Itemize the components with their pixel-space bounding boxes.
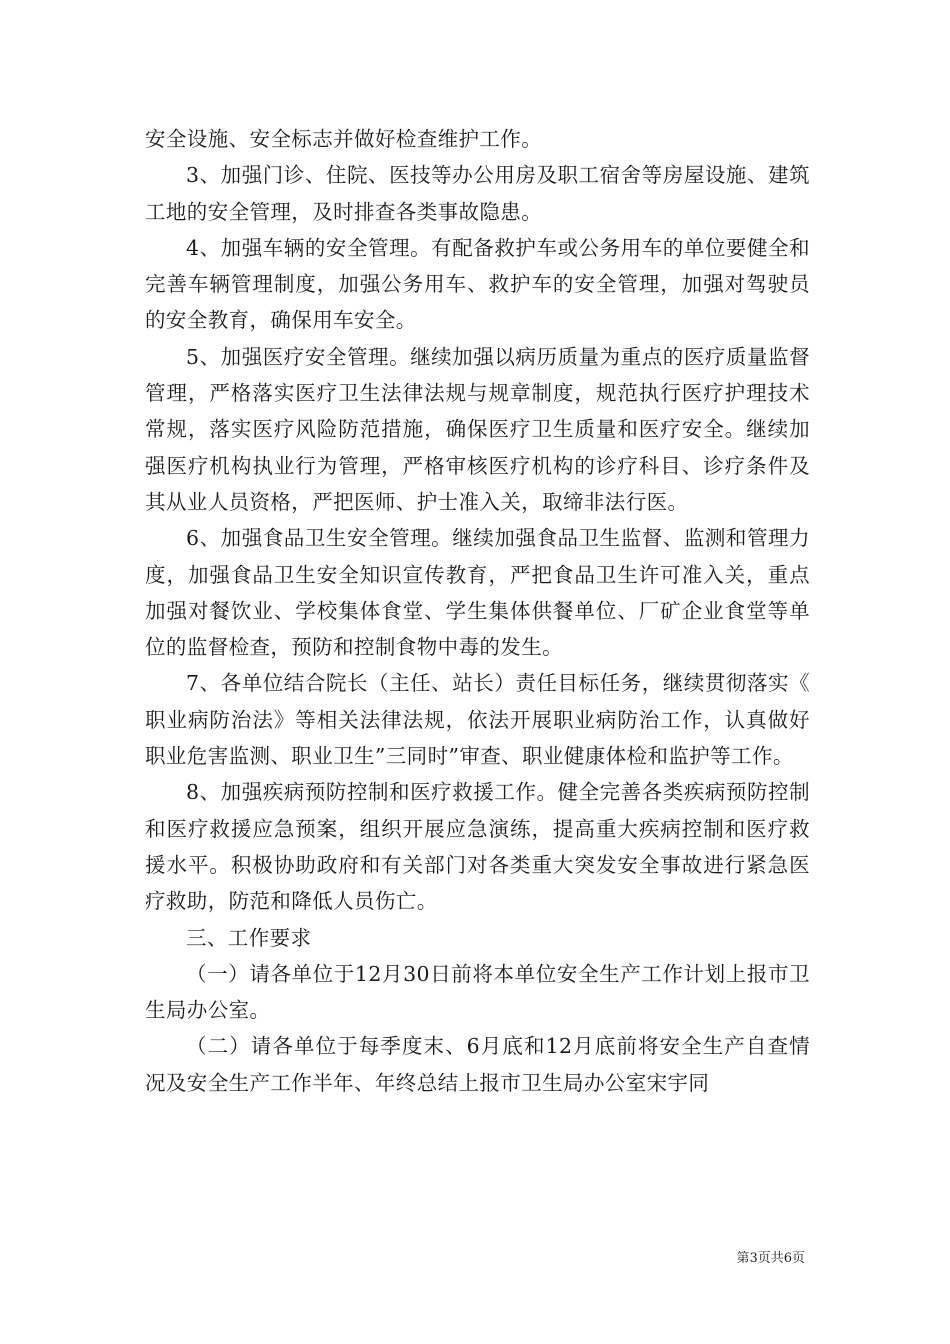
document-body [145,121,810,1101]
section-heading: 三、工作要求 [186,925,312,950]
paragraph-10: （二）请各单位于每季度末、6月底和12月底前将安全生产自查情况及安全生产工作半年、年终总结上报市卫生局办公室宋宇同 [145,1034,810,1095]
paragraph-2: 3、加强门诊、住院、医技等办公用房及职工宿舍等房屋设施、建筑工地的安全管理，及时排查各类事故隐患。 [145,163,810,224]
paragraph-4: 5、加强医疗安全管理。继续加强以病历质量为重点的医疗质量监督管理，严格落实医疗卫生法律法规与规章制度，规范执行医疗护理技术常规，落实医疗风险防范措施，确保医疗卫生质量和医疗安全。继续加强医疗机构执业行为管理，严格审核医疗机构的诊疗科目、诊疗条件及其从业人员资格，严把医师、护士准入关，取缔非法行医。 [145,344,810,514]
paragraph-6: 7、各单位结合院长（主任、站长）责任目标任务，继续贯彻落实《职业病防治法》等相关法律法规，依法开展职业病防治工作，认真做好职业危害监测、职业卫生”三同时”审查、职业健康体检和监护等工作。 [145,671,810,769]
page-number: 第3页共6页 [736,1251,805,1266]
paragraph-7: 8、加强疾病预防控制和医疗救援工作。健全完善各类疾病预防控制和医疗救援应急预案，组织开展应急演练，提高重大疾病控制和医疗救援水平。积极协助政府和有关部门对各类重大突发安全事故进行紧急医疗救助，防范和降低人员伤亡。 [145,780,810,914]
paragraph-9: （一）请各单位于12月30日前将本单位安全生产工作计划上报市卫生局办公室。 [145,961,810,1023]
paragraph-1: 安全设施、安全标志并做好检查维护工作。 [145,127,543,151]
paragraph-3: 4、加强车辆的安全管理。有配备救护车或公务用车的单位要健全和完善车辆管理制度，加强公务用车、救护车的安全管理，加强对驾驶员的安全教育，确保用车安全。 [145,235,810,333]
paragraph-5: 6、加强食品卫生安全管理。继续加强食品卫生监督、监测和管理力度，加强食品卫生安全知识宣传教育，严把食品卫生许可准入关，重点加强对餐饮业、学校集体食堂、学生集体供餐单位、厂矿企业食堂等单位的监督检查，预防和控制食物中毒的发生。 [145,526,810,660]
